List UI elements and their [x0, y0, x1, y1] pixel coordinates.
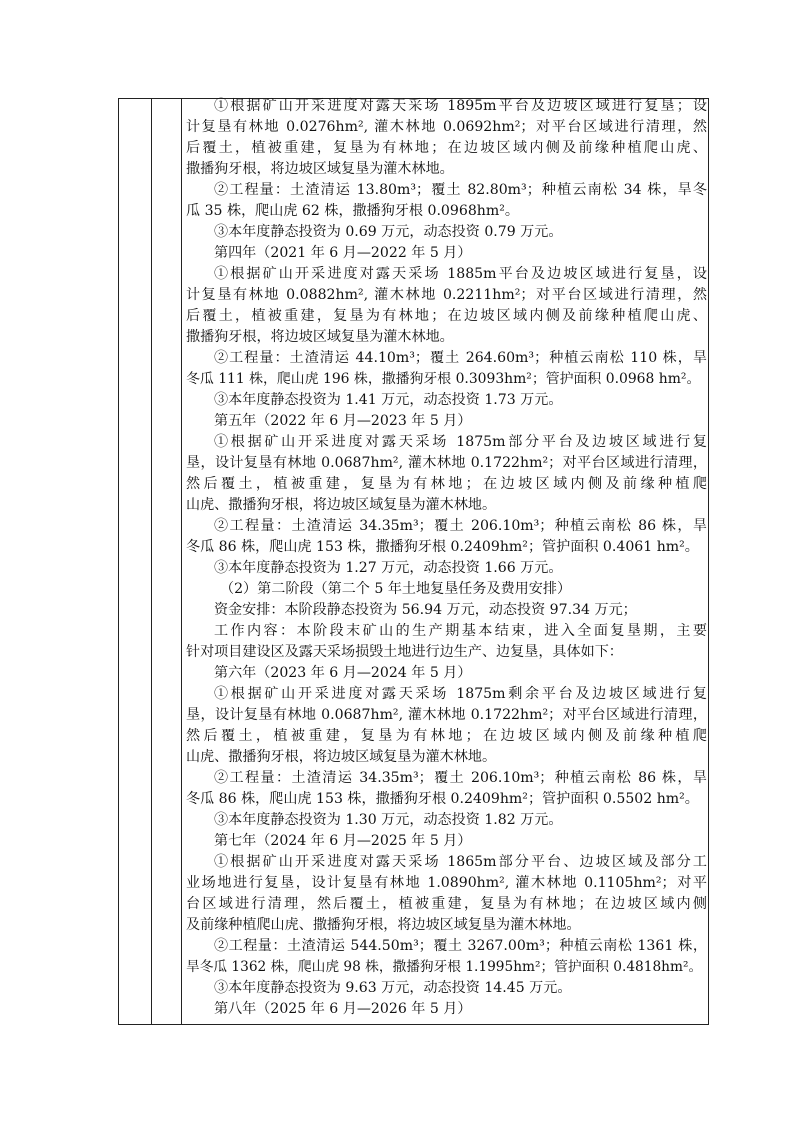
text-line: ③本年度静态投资为 1.41 万元，动态投资 1.73 万元。	[214, 392, 563, 408]
text-line: 瓜 35 株，爬山虎 62 株，撒播狗牙根 0.0968hm²。	[186, 203, 519, 219]
section-heading: 第五年（2022 年 6 月—2023 年 5 月）	[214, 413, 472, 429]
text-line: 计复垦有林地 0.0276hm², 灌木林地 0.0692hm²；对平台区域进行清理，然	[186, 119, 707, 135]
text-line: 冬瓜 86 株，爬山虎 153 株，撒播狗牙根 0.2409hm²；管护面积 0.4061 hm²。	[186, 539, 699, 555]
text-line: 计复垦有林地 0.0882hm², 灌木林地 0.2211hm²；对平台区域进行清理，然	[186, 287, 707, 303]
text-line: ③本年度静态投资为 0.69 万元，动态投资 0.79 万元。	[214, 224, 563, 240]
section-heading: 第七年（2024 年 6 月—2025 年 5 月）	[214, 833, 472, 849]
text-line: 山虎、撒播狗牙根，将边坡区域复垦为灌木林地。	[186, 749, 497, 765]
text-line: ①根据矿山开采进度对露天采场 1875m剩余平台及边坡区域进行复	[214, 686, 707, 702]
text-line: 垦，设计复垦有林地 0.0687hm², 灌木林地 0.1722hm²；对平台区域进行清理，	[186, 707, 707, 723]
section-heading: 第六年（2023 年 6 月—2024 年 5 月）	[214, 665, 472, 681]
text-line: ①根据矿山开采进度对露天采场 1875m部分平台及边坡区域进行复	[214, 434, 707, 450]
text-line: ②工程量：土渣清运 34.35m³；覆土 206.10m³；种植云南松 86 株，旱	[214, 770, 707, 786]
text-line: 然后覆土，植被重建，复垦为有林地；在边坡区域内侧及前缘种植爬	[186, 728, 707, 744]
text-line: ②工程量：土渣清运 13.80m³；覆土 82.80m³；种植云南松 34 株，旱冬	[214, 182, 707, 198]
text-line: 针对项目建设区及露天采场损毁土地进行边生产、边复垦，具体如下：	[186, 644, 623, 660]
text-line: 台区域进行清理，然后覆土，植被重建，复垦为有林地；在边坡区域内侧	[186, 896, 707, 912]
text-line: ③本年度静态投资为 1.27 万元，动态投资 1.66 万元。	[214, 560, 563, 576]
text-line: ②工程量：土渣清运 544.50m³；覆土 3267.00m³；种植云南松 1361 株，	[214, 938, 707, 954]
text-line: 撒播狗牙根，将边坡区域复垦为灌木林地。	[186, 161, 454, 177]
text-line: 然后覆土，植被重建，复垦为有林地；在边坡区域内侧及前缘种植爬	[186, 476, 707, 492]
text-line: ③本年度静态投资为 1.30 万元，动态投资 1.82 万元。	[214, 812, 563, 828]
text-line: ①根据矿山开采进度对露天采场 1865m部分平台、边坡区域及部分工	[214, 854, 707, 870]
text-line: 旱冬瓜 1362 株，爬山虎 98 株，撒播狗牙根 1.1995hm²；管护面积 0.4818hm²。	[186, 959, 703, 975]
column-divider-2	[181, 99, 182, 1024]
text-line: 后覆土，植被重建，复垦为有林地；在边坡区域内侧及前缘种植爬山虎、	[186, 140, 707, 156]
text-line: 山虎、撒播狗牙根，将边坡区域复垦为灌木林地。	[186, 497, 497, 513]
text-line: ①根据矿山开采进度对露天采场 1885m平台及边坡区域进行复垦，设	[214, 266, 707, 282]
text-line: 业场地进行复垦，设计复垦有林地 1.0890hm², 灌木林地 0.1105hm²；对平	[186, 875, 707, 891]
column-divider-1	[151, 99, 152, 1024]
text-line: 资金安排：本阶段静态投资为 56.94 万元，动态投资 97.34 万元；	[214, 602, 637, 618]
text-cell	[186, 96, 707, 1020]
section-heading: 第八年（2025 年 6 月—2026 年 5 月）	[214, 1001, 472, 1017]
text-line: 冬瓜 86 株，爬山虎 153 株，撒播狗牙根 0.2409hm²；管护面积 0.5502 hm²。	[186, 791, 699, 807]
text-line: ②工程量：土渣清运 34.35m³；覆土 206.10m³；种植云南松 86 株，旱	[214, 518, 707, 534]
text-line: ③本年度静态投资为 9.63 万元，动态投资 14.45 万元。	[214, 980, 572, 996]
text-line: 垦，设计复垦有林地 0.0687hm², 灌木林地 0.1722hm²；对平台区域进行清理，	[186, 455, 707, 471]
text-line: 及前缘种植爬山虎、撒播狗牙根，将边坡区域复垦为灌木林地。	[186, 917, 581, 933]
section-heading: （2）第二阶段（第二个 5 年土地复垦任务及费用安排）	[220, 581, 572, 597]
text-line: 工作内容：本阶段末矿山的生产期基本结束，进入全面复垦期，主要	[214, 623, 707, 639]
section-heading: 第四年（2021 年 6 月—2022 年 5 月）	[214, 245, 472, 261]
text-line: 后覆土，植被重建，复垦为有林地；在边坡区域内侧及前缘种植爬山虎、	[186, 308, 707, 324]
text-line: 撒播狗牙根，将边坡区域复垦为灌木林地。	[186, 329, 454, 345]
text-line: ②工程量：土渣清运 44.10m³；覆土 264.60m³；种植云南松 110 株，旱	[214, 350, 707, 366]
text-line: ①根据矿山开采进度对露天采场 1895m平台及边坡区域进行复垦；设	[214, 98, 707, 114]
text-line: 冬瓜 111 株，爬山虎 196 株，撒播狗牙根 0.3093hm²；管护面积 0.0968 hm²。	[186, 371, 701, 387]
